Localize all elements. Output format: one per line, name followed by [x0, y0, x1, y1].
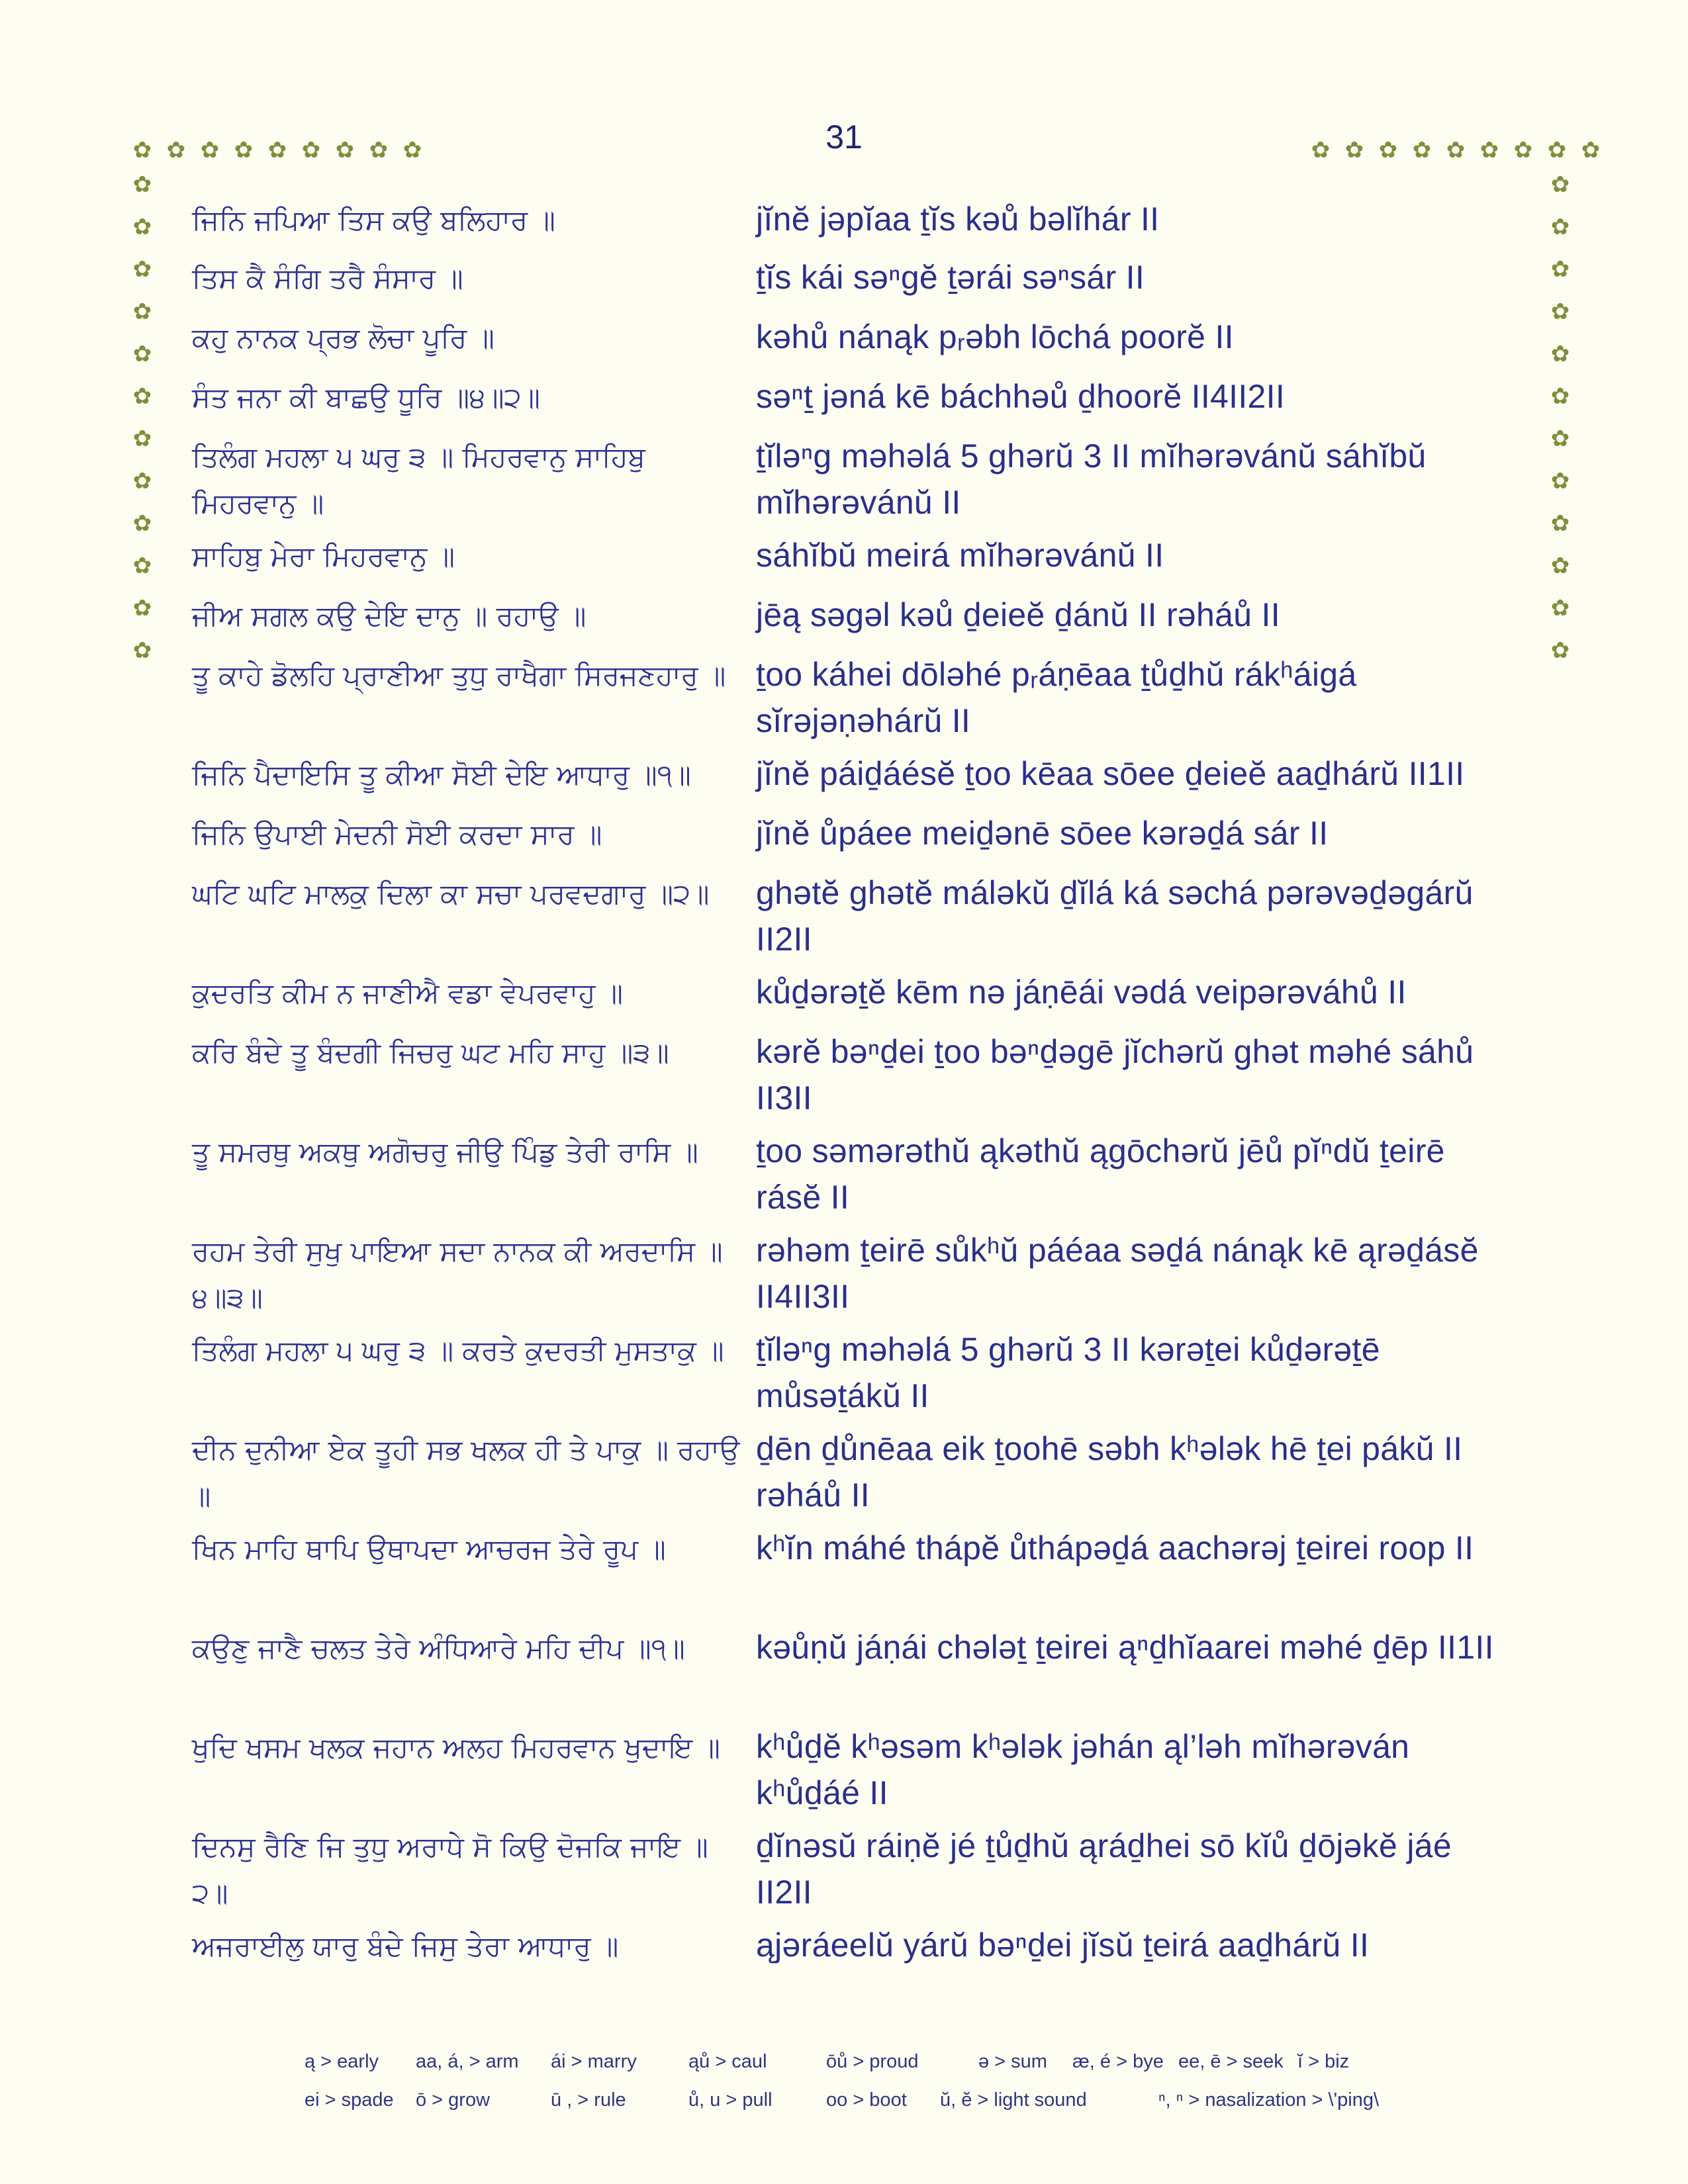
- flower-icon: ✿: [132, 553, 152, 579]
- flower-icon: ✿: [132, 383, 152, 410]
- gurmukhi-text: ਸੰਤ ਜਨਾ ਕੀ ਬਾਛਉ ਧੂਰਿ ॥੪॥੨॥: [192, 381, 540, 414]
- flower-icon: ✿: [1550, 383, 1570, 410]
- flower-icon: ✿: [132, 256, 152, 283]
- flower-icon: ✿: [1479, 137, 1499, 163]
- verse-row: [192, 969, 1529, 1028]
- transliteration-text: səⁿṯ jəná kē báchhəů ḏhoorĕ II4II2II: [756, 378, 1286, 415]
- verse-row: [192, 1525, 1529, 1624]
- transliteration-text: ṯĭləⁿg məhəlá 5 ghərŭ 3 II mĭhərəvánŭ sáhĭbŭ mĭhərəvánŭ II: [756, 437, 1427, 521]
- flower-icon: ✿: [267, 137, 287, 163]
- flower-icon: ✿: [402, 137, 422, 163]
- verse-row: [192, 1922, 1529, 1981]
- gurmukhi-text: ਕੁਦਰਤਿ ਕੀਮ ਨ ਜਾਣੀਐ ਵਡਾ ਵੇਪਰਵਾਹੁ ॥: [192, 977, 624, 1009]
- verse-table: [192, 196, 1529, 1981]
- gurmukhi-text: ਤਿਸ ਕੈ ਸੰਗਿ ਤਰੈ ਸੰਸਾਰ ॥: [192, 262, 463, 295]
- gurmukhi-text: ਖਿਨ ਮਾਹਿ ਥਾਪਿ ਉਥਾਪਦਾ ਆਚਰਜ ਤੇਰੇ ਰੂਪ ॥: [192, 1533, 666, 1565]
- flower-icon: ✿: [369, 137, 389, 163]
- flower-icon: ✿: [335, 137, 355, 163]
- gurmukhi-text: ਕਉਣੁ ਜਾਣੈ ਚਲਤ ਤੇਰੇ ਅੰਧਿਆਰੇ ਮਹਿ ਦੀਪ ॥੧॥: [192, 1632, 685, 1664]
- gurmukhi-text: ਕਹੁ ਨਾਨਕ ਪ੍ਰਭ ਲੋਚਾ ਪੂਰਿ ॥: [192, 322, 494, 354]
- transliteration-text: ḏēn ḏůnēaa eik ṯoohē səbh kʰələk hē ṯei pákŭ II rəháů II: [756, 1430, 1463, 1514]
- flower-icon: ✿: [132, 637, 152, 664]
- flower-icon: ✿: [234, 137, 254, 163]
- transliteration-text: jĭnĕ jəpĭaa ṯĭs kəů bəlĭhár II: [756, 201, 1160, 238]
- flower-icon: ✿: [1412, 137, 1432, 163]
- transliteration-text: jĭnĕ ůpáee meiḏənē sōee kərəḏá sár II: [756, 815, 1329, 852]
- verse-row: [192, 870, 1529, 969]
- legend-item: ei > spade: [305, 2089, 394, 2111]
- legend-item: ái > marry: [551, 2050, 637, 2072]
- flower-icon: ✿: [132, 510, 152, 537]
- flower-icon: ✿: [1513, 137, 1533, 163]
- flower-icon: ✿: [1550, 553, 1570, 579]
- gurmukhi-text: ਘਟਿ ਘਟਿ ਮਾਲਕੁ ਦਿਲਾ ਕਾ ਸਚਾ ਪਰਵਦਗਾਰੁ ॥੨॥: [192, 878, 710, 910]
- flower-icon: ✿: [1550, 468, 1570, 494]
- flower-icon: ✿: [1550, 595, 1570, 621]
- flower-icon: ✿: [1581, 137, 1601, 163]
- flower-icon: ✿: [1550, 637, 1570, 664]
- transliteration-text: ḏĭnəsŭ ráiṇĕ jé ṯůḏhŭ ąráḏhei sō kĭů ḏōjəkĕ jáé II2II: [756, 1827, 1452, 1911]
- legend-item: ee, ē > seek: [1178, 2050, 1284, 2072]
- flower-icon: ✿: [1550, 426, 1570, 452]
- flower-icon: ✿: [1344, 137, 1364, 163]
- transliteration-text: kərĕ bəⁿḏei ṯoo bəⁿḏəgē jĭchərŭ ghət məhé sáhů II3II: [756, 1033, 1474, 1116]
- legend-item: ŭ, ĕ > light sound: [940, 2089, 1087, 2111]
- verse-row: [192, 810, 1529, 870]
- transliteration-text: ṯoo səmərəthŭ ąkəthŭ ągōchərŭ jēů pĭⁿdŭ ṯeirē rásĕ II: [756, 1132, 1445, 1216]
- flower-icon: ✿: [166, 137, 186, 163]
- flower-icon: ✿: [132, 426, 152, 452]
- gurmukhi-text: ਦੀਨ ਦੁਨੀਆ ਏਕ ਤੂਹੀ ਸਭ ਖਲਕ ਹੀ ਤੇ ਪਾਕੁ ॥ ਰਹਾਉ ॥: [192, 1433, 740, 1512]
- transliteration-text: ąjəráeelŭ yárŭ bəⁿḏei jĭsŭ ṯeirá aaḏhárŭ II: [756, 1927, 1370, 1964]
- verse-row: [192, 314, 1529, 373]
- transliteration-text: rəhəm ṯeirē sůkʰŭ páéaa səḏá nánąk kē ąrəḏásĕ II4II3II: [756, 1232, 1479, 1315]
- flower-icon: ✿: [1550, 341, 1570, 367]
- verse-row: [192, 1723, 1529, 1823]
- flower-icon: ✿: [1550, 298, 1570, 325]
- transliteration-text: kəhů nánąk pᵣəbh lōchá poorĕ II: [756, 318, 1234, 355]
- verse-row: [192, 1227, 1529, 1326]
- legend-item: ą > early: [305, 2050, 379, 2072]
- legend-item: æ, é > bye: [1072, 2050, 1164, 2072]
- verse-row: [192, 254, 1529, 314]
- gurmukhi-text: ਅਜਰਾਈਲੁ ਯਾਰੁ ਬੰਦੇ ਜਿਸੁ ਤੇਰਾ ਆਧਾਰੁ ॥: [192, 1930, 619, 1962]
- verse-row: [192, 1624, 1529, 1723]
- gurmukhi-text: ਤਿਲੰਗ ਮਹਲਾ ੫ ਘਰੁ ੩ ॥ ਮਿਹਰਵਾਨੁ ਸਾਹਿਬੁ ਮਿਹਰਵਾਨੁ ॥: [192, 441, 645, 520]
- verse-row: [192, 373, 1529, 433]
- verse-row: [192, 1128, 1529, 1227]
- legend-item: ⁿ, ⁿ > nasalization > \'ping\: [1158, 2089, 1380, 2111]
- legend-item: ōů > proud: [826, 2050, 919, 2072]
- flower-icon: ✿: [1378, 137, 1398, 163]
- transliteration-text: ṯĭləⁿg məhəlá 5 ghərŭ 3 II kərəṯei kůḏərəṯē můsəṯákŭ II: [756, 1331, 1380, 1414]
- gurmukhi-text: ਤੂ ਕਾਹੇ ਡੋਲਹਿ ਪ੍ਰਾਣੀਆ ਤੁਧੁ ਰਾਖੈਗਾ ਸਿਰਜਣਹਾਰੁ ॥: [192, 659, 726, 692]
- gurmukhi-text: ਜੀਅ ਸਗਲ ਕਉ ਦੇਇ ਦਾਨੁ ॥ ਰਹਾਉ ॥: [192, 600, 586, 632]
- gurmukhi-text: ਤਿਲੰਗ ਮਹਲਾ ੫ ਘਰੁ ੩ ॥ ਕਰਤੇ ਕੁਦਰਤੀ ਮੁਸਤਾਕੁ ॥: [192, 1334, 724, 1367]
- flower-icon: ✿: [132, 595, 152, 621]
- gurmukhi-text: ਕਰਿ ਬੰਦੇ ਤੂ ਬੰਦਗੀ ਜਿਚਰੁ ਘਟ ਮਹਿ ਸਾਹੁ ॥੩॥: [192, 1036, 669, 1069]
- page-number: 31: [825, 118, 863, 156]
- transliteration-text: kʰĭn máhé thápĕ ůthápəḏá aachərəj ṯeirei roop II: [756, 1529, 1474, 1567]
- gurmukhi-text: ਤੂ ਸਮਰਥੁ ਅਕਥੁ ਅਗੋਚਰੁ ਜੀਉ ਪਿੰਡੁ ਤੇਰੀ ਰਾਸਿ ॥: [192, 1136, 698, 1168]
- transliteration-text: kůḏərəṯĕ kēm nə jáṇēái vədá veipərəváhů II: [756, 974, 1407, 1011]
- gurmukhi-text: ਸਾਹਿਬੁ ਮੇਰਾ ਮਿਹਰਵਾਨੁ ॥: [192, 540, 455, 572]
- transliteration-text: ghətĕ ghətĕ máləkŭ ḏĭlá ká səchá pərəvəḏəgárŭ II2II: [756, 874, 1474, 958]
- legend-item: ū , > rule: [551, 2089, 626, 2111]
- flower-icon: ✿: [1550, 510, 1570, 537]
- flower-icon: ✿: [1550, 171, 1570, 198]
- gurmukhi-text: ਦਿਨਸੁ ਰੈਣਿ ਜਿ ਤੁਧੁ ਅਰਾਧੇ ਸੋ ਕਿਉ ਦੋਜਕਿ ਜਾਇ ॥੨॥: [192, 1831, 708, 1909]
- flower-icon: ✿: [132, 341, 152, 367]
- legend-item: oo > boot: [826, 2089, 907, 2111]
- legend-item: aa, á, > arm: [416, 2050, 519, 2072]
- legend-item: ů, u > pull: [688, 2089, 773, 2111]
- flower-icon: ✿: [1311, 137, 1331, 163]
- gurmukhi-text: ਜਿਨਿ ਜਪਿਆ ਤਿਸ ਕਉ ਬਲਿਹਾਰ ॥: [192, 204, 555, 236]
- transliteration-text: jĭnĕ páiḏáésĕ ṯoo kēaa sōee ḏeieĕ aaḏhárŭ II1II: [756, 755, 1465, 792]
- verse-row: [192, 196, 1529, 254]
- flower-icon: ✿: [1446, 137, 1466, 163]
- transliteration-text: kəůṇŭ jáṇái chələṯ ṯeirei ąⁿḏhĭaarei məhé ḏēp II1II: [756, 1629, 1494, 1666]
- flower-icon: ✿: [301, 137, 321, 163]
- transliteration-text: kʰůḏĕ kʰəsəm kʰələk jəhán ąl’ləh mĭhərəván kʰůḏáé II: [756, 1728, 1410, 1811]
- verse-row: [192, 1028, 1529, 1128]
- flower-icon: ✿: [132, 214, 152, 240]
- transliteration-text: ṯĭs kái səⁿgĕ ṯərái səⁿsár II: [756, 259, 1145, 296]
- verse-row: [192, 751, 1529, 810]
- transliteration-text: ṯoo káhei dōləhé pᵣáṇēaa ṯůḏhŭ rákʰáigá sĭrəjəṇəhárŭ II: [756, 656, 1357, 739]
- flower-icon: ✿: [1550, 214, 1570, 240]
- flower-icon: ✿: [132, 298, 152, 325]
- legend-row: [305, 2081, 1496, 2119]
- verse-row: [192, 592, 1529, 651]
- legend-item: ąů > caul: [688, 2050, 767, 2072]
- gurmukhi-text: ਖੁਦਿ ਖਸਮ ਖਲਕ ਜਹਾਨ ਅਲਹ ਮਿਹਰਵਾਨ ਖੁਦਾਇ ॥: [192, 1731, 720, 1764]
- verse-row: [192, 1326, 1529, 1426]
- legend-item: ō > grow: [416, 2089, 491, 2111]
- gurmukhi-text: ਰਹਮ ਤੇਰੀ ਸੁਖੁ ਪਾਇਆ ਸਦਾ ਨਾਨਕ ਕੀ ਅਰਦਾਸਿ ॥੪॥੩॥: [192, 1235, 723, 1314]
- transliteration-text: sáhĭbŭ meirá mĭhərəvánŭ II: [756, 537, 1164, 574]
- flower-icon: ✿: [200, 137, 220, 163]
- verse-row: [192, 1823, 1529, 1922]
- flower-icon: ✿: [132, 171, 152, 198]
- pronunciation-legend: [305, 2042, 1496, 2119]
- flower-icon: ✿: [132, 468, 152, 494]
- flower-icon: ✿: [1550, 256, 1570, 283]
- verse-row: [192, 1426, 1529, 1525]
- transliteration-text: jēą səgəl kəů ḏeieĕ ḏánŭ II rəháů II: [756, 596, 1280, 633]
- legend-item: ĭ > biz: [1297, 2050, 1350, 2072]
- flower-icon: ✿: [132, 137, 152, 163]
- flower-icon: ✿: [1547, 137, 1567, 163]
- gurmukhi-text: ਜਿਨਿ ਪੈਦਾਇਸਿ ਤੂ ਕੀਆ ਸੋਈ ਦੇਇ ਆਧਾਰੁ ॥੧॥: [192, 758, 691, 791]
- verse-row: [192, 651, 1529, 751]
- legend-row: [305, 2042, 1496, 2081]
- verse-row: [192, 433, 1529, 532]
- verse-row: [192, 532, 1529, 592]
- gurmukhi-text: ਜਿਨਿ ਉਪਾਈ ਮੇਦਨੀ ਸੋਈ ਕਰਦਾ ਸਾਰ ॥: [192, 818, 602, 850]
- legend-item: ə > sum: [978, 2050, 1047, 2072]
